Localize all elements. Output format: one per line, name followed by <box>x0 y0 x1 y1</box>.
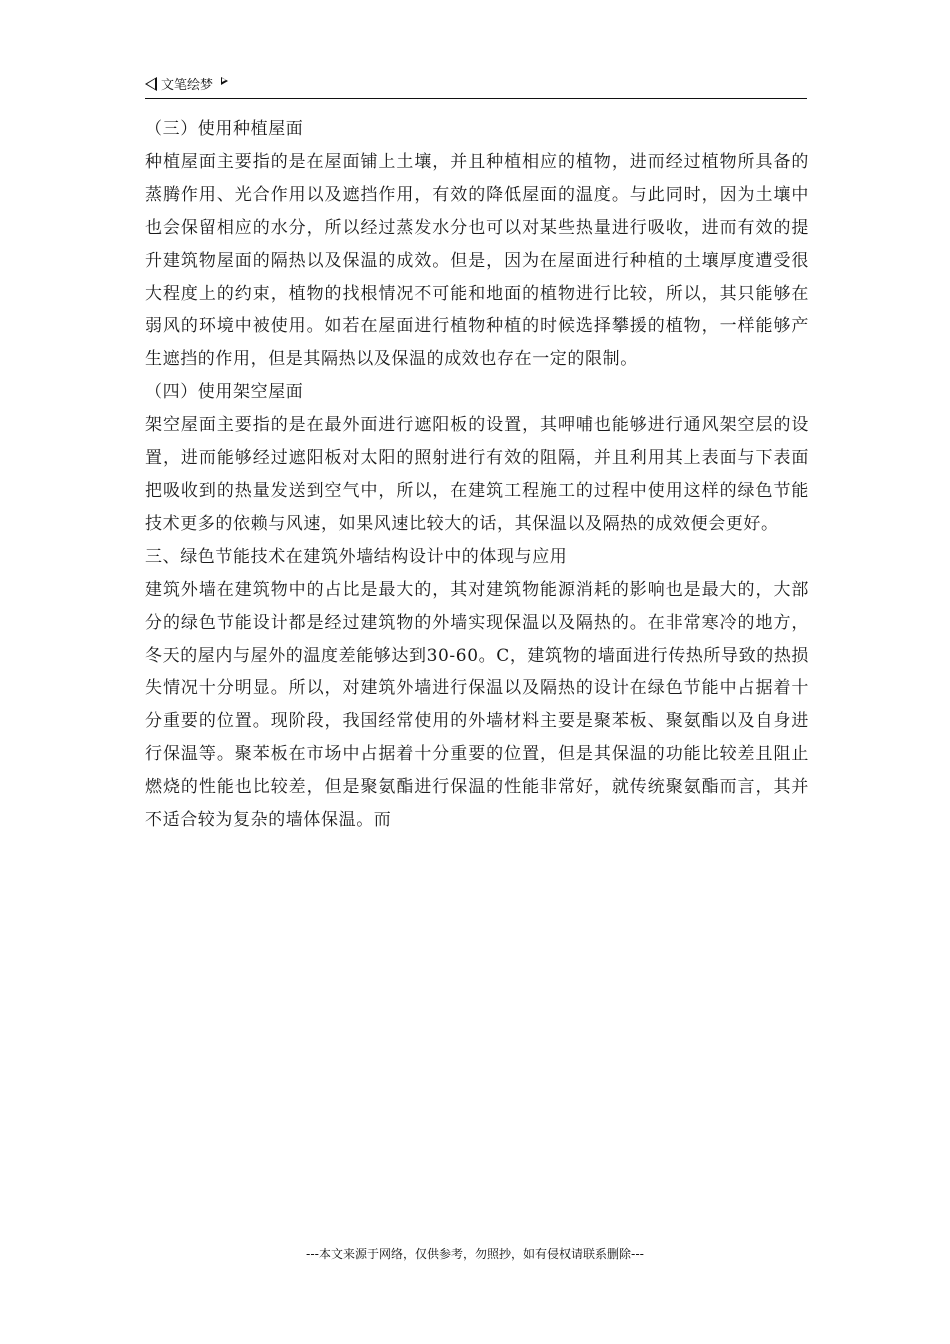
paragraph-exterior-wall: 建筑外墙在建筑物中的占比是最大的，其对建筑物能源消耗的影响也是最大的，大部分的绿色节能设计都是经过建筑物的外墙实现保温以及隔热的。在非常寒冷的地方，冬天的屋内与屋外的温度差能够达到30-60。C，建筑物的墙面进行传热所导致的热损失情况十分明显。所以，对建筑外墙进行保温以及隔热的设计在绿色节能中占据着十分重要的位置。现阶段，我国经常使用的外墙材料主要是聚苯板、聚氨酯以及自身进行保温等。聚苯板在市场中占据着十分重要的位置，但是其保温的功能比较差且阻止燃烧的性能也比较差，但是聚氨酯进行保温的性能非常好，就传统聚氨酯而言，其并不适合较为复杂的墙体保温。而 <box>145 579 810 831</box>
page-header <box>145 74 807 99</box>
footer-notice: ---本文来源于网络，仅供参考，勿照抄，如有侵权请联系删除--- <box>306 1247 644 1261</box>
section-heading-3: （三）使用种植屋面 <box>145 119 304 139</box>
brand-logo <box>145 74 228 93</box>
triangle-left-icon <box>145 77 157 91</box>
paragraph-planted-roof: 种植屋面主要指的是在屋面铺上土壤，并且种植相应的植物，进而经过植物所具备的蒸腾作用、光合作用以及遮挡作用，有效的降低屋面的温度。与此同时，因为土壤中也会保留相应的水分，所以经过蒸发水分也可以对某些热量进行吸收，进而有效的提升建筑物屋面的隔热以及保温的成效。但是，因为在屋面进行种植的土壤厚度遭受很大程度上的约束，植物的找根情况不可能和地面的植物进行比较，所以，其只能够在弱风的环境中被使用。如若在屋面进行植物种植的时候选择攀援的植物，一样能够产生遮挡的作用，但是其隔热以及保温的成效也存在一定的限制。 <box>145 151 809 370</box>
document-body <box>145 113 809 837</box>
brand-name: 文笔绘梦 <box>161 78 214 93</box>
section-heading-4: （四）使用架空屋面 <box>145 382 304 403</box>
section-title-3: 三、绿色节能技术在建筑外墙结构设计中的体现与应用 <box>145 546 568 567</box>
triangle-right-icon <box>221 77 228 85</box>
paragraph-elevated-roof: 架空屋面主要指的是在最外面进行遮阳板的设置，其呷哺也能够进行通风架空层的设置，进而能够经过遮阳板对太阳的照射进行有效的阻隔，并且利用其上表面与下表面把吸收到的热量发送到空气中，所以，在建筑工程施工的过程中使用这样的绿色节能技术更多的依赖与风速，如果风速比较大的话，其保温以及隔热的成效便会更好。 <box>145 415 809 534</box>
